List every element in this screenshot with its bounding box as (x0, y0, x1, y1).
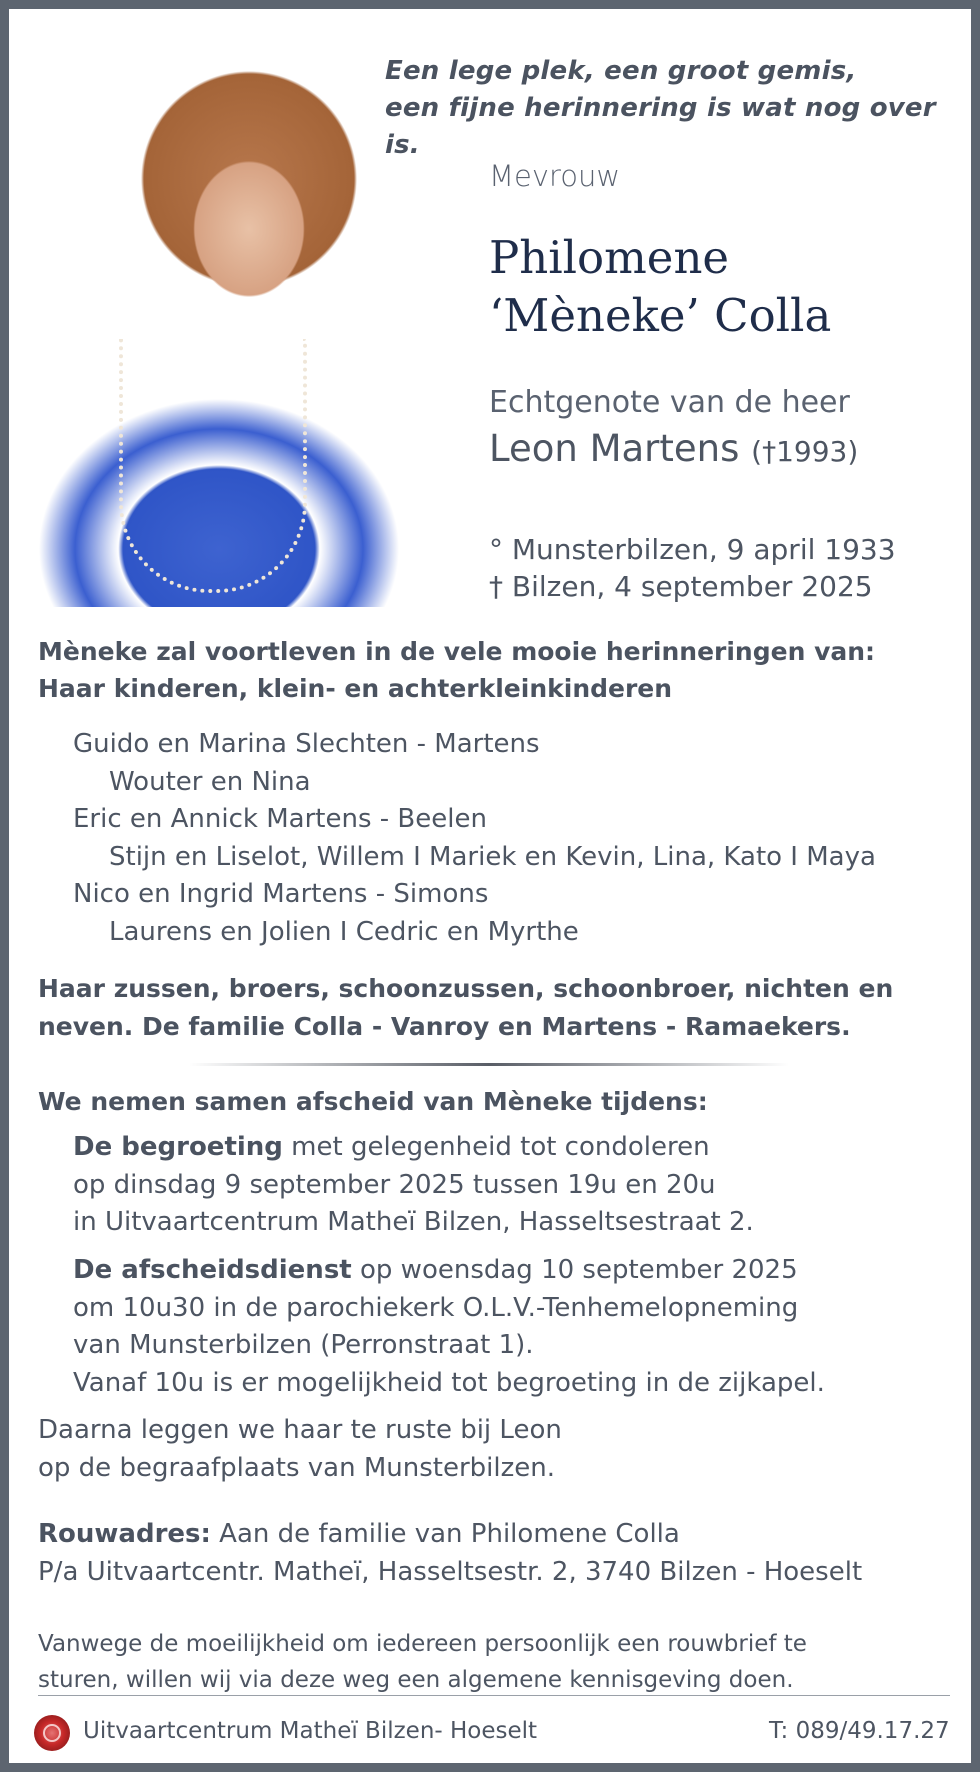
service-line4: Vanaf 10u is er mogelijkheid tot begroeting in de zijkapel. (73, 1367, 825, 1398)
notice-line1: Vanwege de moeilijkheid om iedereen persoonlijk een rouwbrief te (38, 1631, 807, 1657)
mourning-address (38, 1516, 862, 1591)
memorial-quote: Een lege plek, een groot gemis, een fijne herinnering is wat nog over is. (385, 56, 936, 160)
notice-line2: sturen, willen wij via deze weg een algemene kennisgeving doen. (38, 1667, 794, 1693)
honorific: Mevrouw (489, 159, 621, 193)
general-notice (38, 1626, 938, 1698)
survivors-intro (38, 633, 875, 707)
service-details (73, 1252, 953, 1402)
death-date: † Bilzen, 4 september 2025 (489, 570, 873, 603)
service-line1: op woensdag 10 september 2025 (351, 1255, 798, 1285)
section-divider (189, 1063, 789, 1066)
rose-logo-icon (34, 1715, 70, 1751)
funeral-home-name: Uitvaartcentrum Matheï Bilzen- Hoeselt (83, 1718, 538, 1744)
service-line2: om 10u30 in de parochiekerk O.L.V.-Tenhemelopneming (73, 1292, 799, 1323)
burial-line1: Daarna leggen we haar te ruste bij Leon (38, 1415, 562, 1445)
spouse-name-text: Leon Martens (489, 427, 740, 470)
family-line: Stijn en Liselot, Willem I Mariek en Kevin, Lina, Kato I Maya (109, 841, 876, 872)
family-list (73, 726, 876, 951)
relatives-text (38, 970, 938, 1046)
address-line2: P/a Uitvaartcentr. Matheï, Hasseltsestr. 2, 3740 Bilzen - Hoeselt (38, 1556, 863, 1587)
obituary-card (9, 9, 971, 1763)
spouse-label: Echtgenote van de heer (489, 385, 850, 420)
burial-line2: op de begraafplaats van Munsterbilzen. (38, 1452, 555, 1483)
service-line3: van Munsterbilzen (Perronstraat 1). (73, 1330, 534, 1360)
survivors-intro-line1: Mèneke zal voortleven in de vele mooie herinneringen van: (38, 637, 876, 666)
survivors-intro-line2: Haar kinderen, klein- en achterkleinkinderen (38, 674, 673, 703)
birth-date: ° Munsterbilzen, 9 april 1933 (489, 533, 896, 566)
spouse-name (489, 427, 858, 470)
address-label: Rouwadres: (38, 1519, 211, 1549)
deceased-name: Philomene ‘Mèneke’ Colla (489, 231, 832, 342)
visitation-line1: met gelegenheid tot condoleren (282, 1132, 710, 1162)
family-line: Nico en Ingrid Martens - Simons (73, 879, 489, 909)
footer-divider (38, 1695, 950, 1696)
service-label: De afscheidsdienst (73, 1255, 352, 1285)
burial-text (38, 1412, 562, 1487)
family-line: Wouter en Nina (109, 766, 311, 797)
pearl-necklace (119, 339, 307, 593)
family-line: Laurens en Jolien I Cedric en Myrthe (109, 916, 579, 947)
address-line1: Aan de familie van Philomene Colla (210, 1519, 680, 1549)
funeral-home-phone: T: 089/49.17.27 (769, 1718, 950, 1744)
family-line: Eric en Annick Martens - Beelen (73, 804, 487, 834)
life-dates (489, 531, 896, 605)
relatives-line2: neven. De familie Colla - Vanroy en Martens - Ramaekers. (38, 1012, 851, 1041)
visitation-line2: op dinsdag 9 september 2025 tussen 19u en 20u (73, 1169, 716, 1200)
family-line: Guido en Marina Slechten - Martens (73, 729, 540, 759)
visitation-details (73, 1129, 953, 1242)
relatives-line1: Haar zussen, broers, schoonzussen, schoonbroer, nichten en (38, 974, 894, 1003)
visitation-line3: in Uitvaartcentrum Matheï Bilzen, Hasseltsestraat 2. (73, 1207, 754, 1237)
spouse-death-year: (†1993) (751, 435, 859, 468)
farewell-heading: We nemen samen afscheid van Mèneke tijdens: (38, 1087, 708, 1116)
visitation-label: De begroeting (73, 1132, 283, 1162)
